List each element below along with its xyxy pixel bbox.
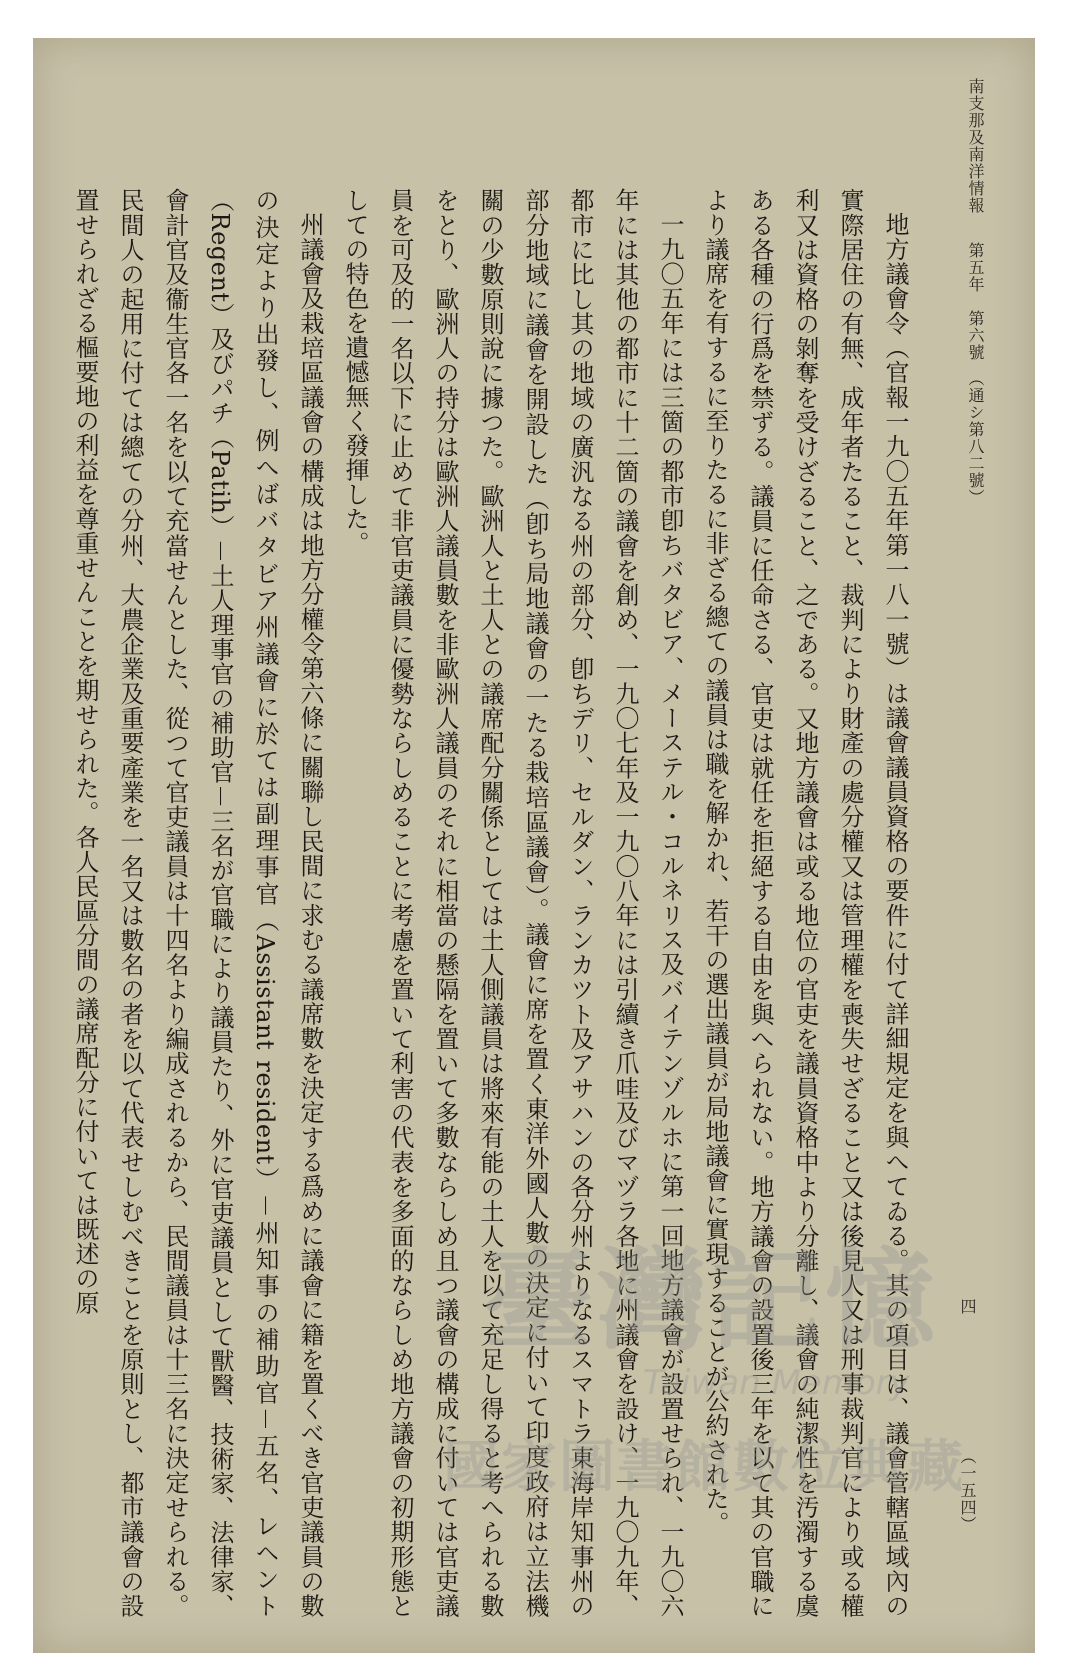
journal-title: 南支那及南洋情報 [966,78,985,214]
page-number-local: 四 [958,1298,977,1315]
watermark-cn: 臺灣記憶 [483,1237,939,1365]
paragraph-2: 一九〇五年には三箇の都市卽ちバタビア、メーステル・コルネリス及バイテンゾルホに第一回地方議會が設置せられ、一九〇六年には其他の都市に十二箇の議會を創め、一九〇七年及一九〇八年には引續き爪哇及びマヅラ各地に州議會を設け、一九〇九年、都市に比し其の地域の廣汎なる州の部分、卽ちデリ、セルダン、ランカツト及アサハンの各分州よりなるスマトラ東海岸知事州の部分地域に議會を開設した（卽ち局地議會の一たる栽培區議會）。議會に席を置く東洋外國人數の決定に付いて印度政府は立法機關の少數原則說に據つた。歐洲人と土人との議席配分關係としては土人側議員は將來有能の土人を以て充足し得ると考へられる數をとり、歐洲人の持分は歐洲人議員數を非歐洲人議員のそれに相當の懸隔を置いて多數ならしめ且つ議會の構成に付いては官吏議員を可及的一名以下に止めて非官吏議員に優勢ならしめることに考慮を置いて利害の代表を多面的ならしめ地方議會の初期形態としての特色を遺憾無く發揮した。 [341,188,684,1619]
page-number-total: （一五四） [958,1448,977,1533]
watermark-sub: 國家圖書館數位典藏 [443,1435,965,1500]
paragraph-3: 州議會及栽培區議會の構成は地方分權令第六條に關聯し民間に求むる議席數を決定する爲めに議會に籍を置くべき官吏議員の數の決定より出發し、例へばバタビア州議會に於ては副理事官（Assistant resident）－州知事の補助官－五名、レヘント（Regent）及びパチ（Patih）－土人理事官の補助官－三名が官職により議員たり、外に官吏議員として獸醫、技術家、法律家、會計官及衞生官各一名を以て充當せんとした、從つて官吏議員は十四名より編成されるから、民間議員は十三名に決定せられる。民間人の起用に付ては總ての分州、大農企業及重要產業を一名又は數名の者を以て代表せしむべきことを原則とし、都市議會の設置せられざる樞要地の利益を尊重せんことを期せられた。各人民區分間の議席配分に付いては既述の原 [71,188,324,1619]
watermark-en: Taiwan Memory [643,1363,910,1403]
article-body [62,188,917,1618]
running-header [947,78,987,1613]
scanned-page [33,38,1035,1653]
paragraph-1: 地方議會令（官報一九〇五年第一八一號）は議會議員資格の要件に付て詳細規定を與へてゐる。其の項目は、議會管轄區域內の實際居住の有無、成年者たること、裁判により財產の處分權又は管理權を喪失せざること又は後見人又は刑事裁判官により或る權利又は資格の剝奪を受けざること、之である。又地方議會は或る地位の官吏を議員資格中より分離し、議會の純潔性を汚濁する虞ある各種の行爲を禁ずる。議員に任命さる、官吏は就任を拒絕する自由を與へられない。地方議會の設置後三年を以て其の官職により議席を有するに至りたるに非ざる總ての議員は職を解かれ、若干の選出議員が局地議會に實現することが公約された。 [701,188,909,1618]
issue-info: 第五年 第六號 （通シ第八二號） [966,242,985,507]
